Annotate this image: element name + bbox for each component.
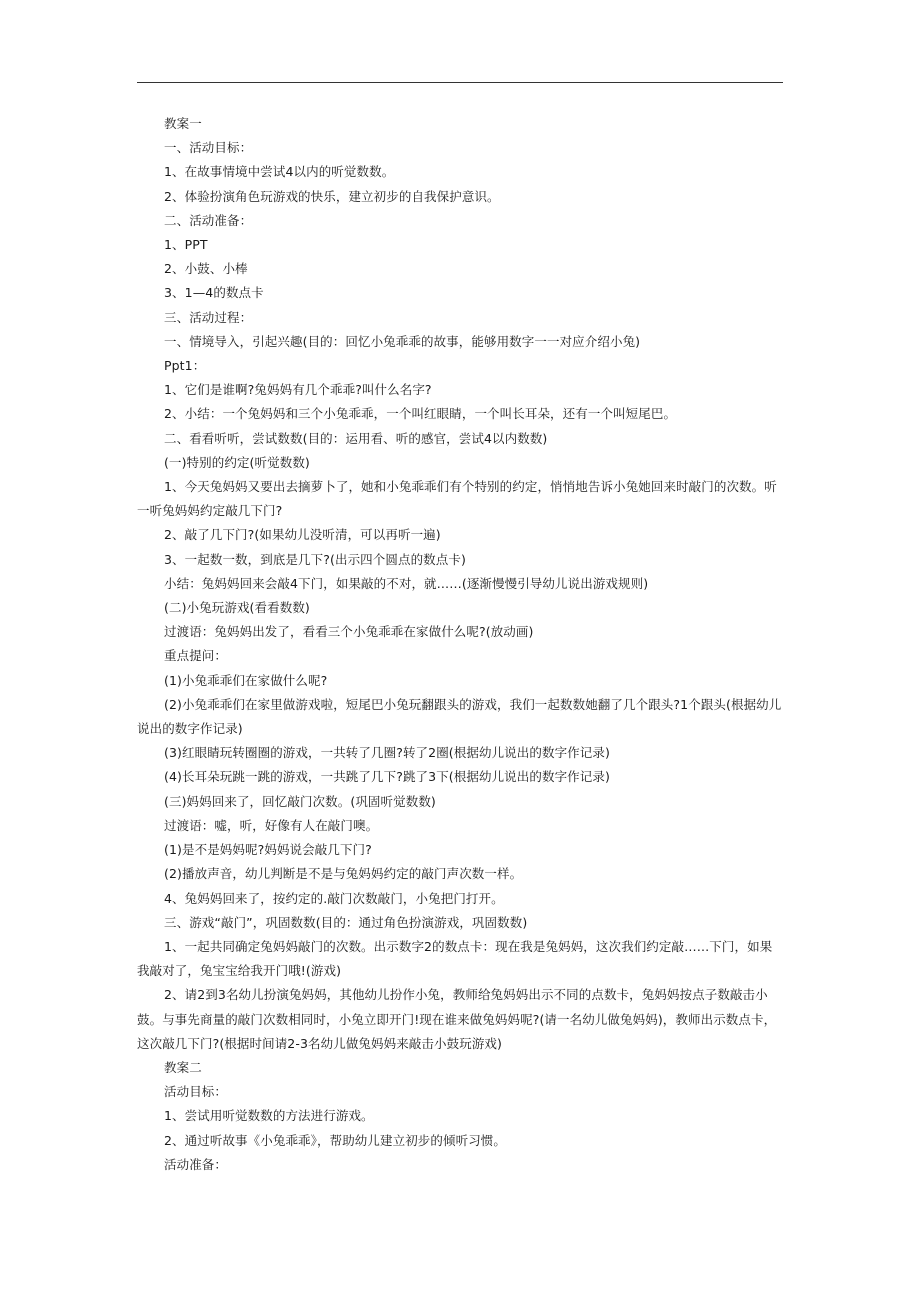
paragraph: 3、一起数一数，到底是几下?(出示四个圆点的数点卡)	[164, 551, 466, 567]
lesson-title: 教案二	[164, 1059, 202, 1075]
section-heading: 活动目标：	[164, 1084, 228, 1100]
paragraph: 1、一起共同确定兔妈妈敲门的次数。出示数字2的数点卡：现在我是兔妈妈，这次我们约定敲……下门，如果我敲对了，兔宝宝给我开门哦!(游戏)	[137, 938, 773, 979]
paragraph: 1、尝试用听觉数数的方法进行游戏。	[164, 1108, 374, 1124]
section-heading: 三、活动过程：	[164, 309, 253, 325]
paragraph: 1、在故事情境中尝试4以内的听觉数数。	[164, 164, 395, 180]
lesson-title: 教案一	[164, 116, 202, 131]
paragraph: 过渡语：嘘，听，好像有人在敲门噢。	[164, 817, 379, 833]
paragraph: 2、请2到3名幼儿扮演兔妈妈，其他幼儿扮作小兔，教师给兔妈妈出示不同的点数卡，兔妈妈按点子数敲击小鼓。与事先商量的敲门次数相同时，小兔立即开门!现在谁来做兔妈妈呢?(请一名幼儿做兔妈妈)，教师出示数点卡，这次敲几下门?(根据时间请2-3名幼儿做兔妈妈来敲击小鼓玩游戏)	[137, 987, 777, 1051]
paragraph: 过渡语：兔妈妈出发了，看看三个小兔乖乖在家做什么呢?(放动画)	[164, 624, 534, 640]
paragraph: 一、情境导入，引起兴趣(目的：回忆小兔乖乖的故事，能够用数字一一对应介绍小兔)	[164, 333, 641, 349]
paragraph: 1、PPT	[164, 237, 208, 253]
section-heading: 活动准备：	[164, 1156, 228, 1172]
paragraph: (三)妈妈回来了，回忆敲门次数。(巩固听觉数数)	[164, 793, 436, 809]
section-heading: 一、活动目标：	[164, 140, 253, 156]
document-body	[137, 112, 783, 1177]
section-heading: 二、活动准备：	[164, 212, 253, 228]
paragraph: 2、通过听故事《小兔乖乖》，帮助幼儿建立初步的倾听习惯。	[164, 1132, 507, 1148]
header-rule	[137, 82, 783, 83]
paragraph: 2、敲了几下门?(如果幼儿没听清，可以再听一遍)	[164, 527, 441, 543]
paragraph: (4)长耳朵玩跳一跳的游戏，一共跳了几下?跳了3下(根据幼儿说出的数字作记录)	[164, 769, 610, 785]
paragraph: Ppt1：	[164, 358, 206, 374]
paragraph: 2、体验扮演角色玩游戏的快乐，建立初步的自我保护意识。	[164, 188, 500, 204]
paragraph: (2)播放声音，幼儿判断是不是与兔妈妈约定的敲门声次数一样。	[164, 866, 523, 882]
paragraph: 4、兔妈妈回来了，按约定的.敲门次数敲门，小兔把门打开。	[164, 890, 504, 906]
paragraph: 1、它们是谁啊?兔妈妈有几个乖乖?叫什么名字?	[164, 382, 432, 398]
paragraph: (一)特别的约定(听觉数数)	[164, 454, 310, 470]
paragraph: 1、今天兔妈妈又要出去摘萝卜了，她和小兔乖乖们有个特别的约定，悄悄地告诉小兔她回来时敲门的次数。听一听兔妈妈约定敲几下门?	[137, 479, 777, 519]
paragraph: 三、游戏“敲门”，巩固数数(目的：通过角色扮演游戏，巩固数数)	[164, 914, 528, 930]
paragraph: 小结：兔妈妈回来会敲4下门，如果敲的不对，就……(逐渐慢慢引导幼儿说出游戏规则)	[164, 575, 649, 591]
paragraph: 2、小结：一个兔妈妈和三个小兔乖乖，一个叫红眼睛，一个叫长耳朵，还有一个叫短尾巴。	[164, 406, 677, 422]
paragraph: 重点提问：	[164, 648, 228, 664]
paragraph: (2)小兔乖乖们在家里做游戏啦，短尾巴小兔玩翻跟头的游戏，我们一起数数她翻了几个跟头?1个跟头(根据幼儿说出的数字作记录)	[137, 696, 782, 737]
paragraph: (1)小兔乖乖们在家做什么呢?	[164, 672, 328, 688]
paragraph: 3、1—4的数点卡	[164, 285, 264, 301]
paragraph: (3)红眼睛玩转圈圈的游戏，一共转了几圈?转了2圈(根据幼儿说出的数字作记录)	[164, 745, 610, 761]
paragraph: (二)小兔玩游戏(看看数数)	[164, 600, 310, 616]
paragraph: 2、小鼓、小棒	[164, 261, 248, 277]
paragraph: (1)是不是妈妈呢?妈妈说会敲几下门?	[164, 842, 372, 858]
paragraph: 二、看看听听，尝试数数(目的：运用看、听的感官，尝试4以内数数)	[164, 430, 548, 446]
